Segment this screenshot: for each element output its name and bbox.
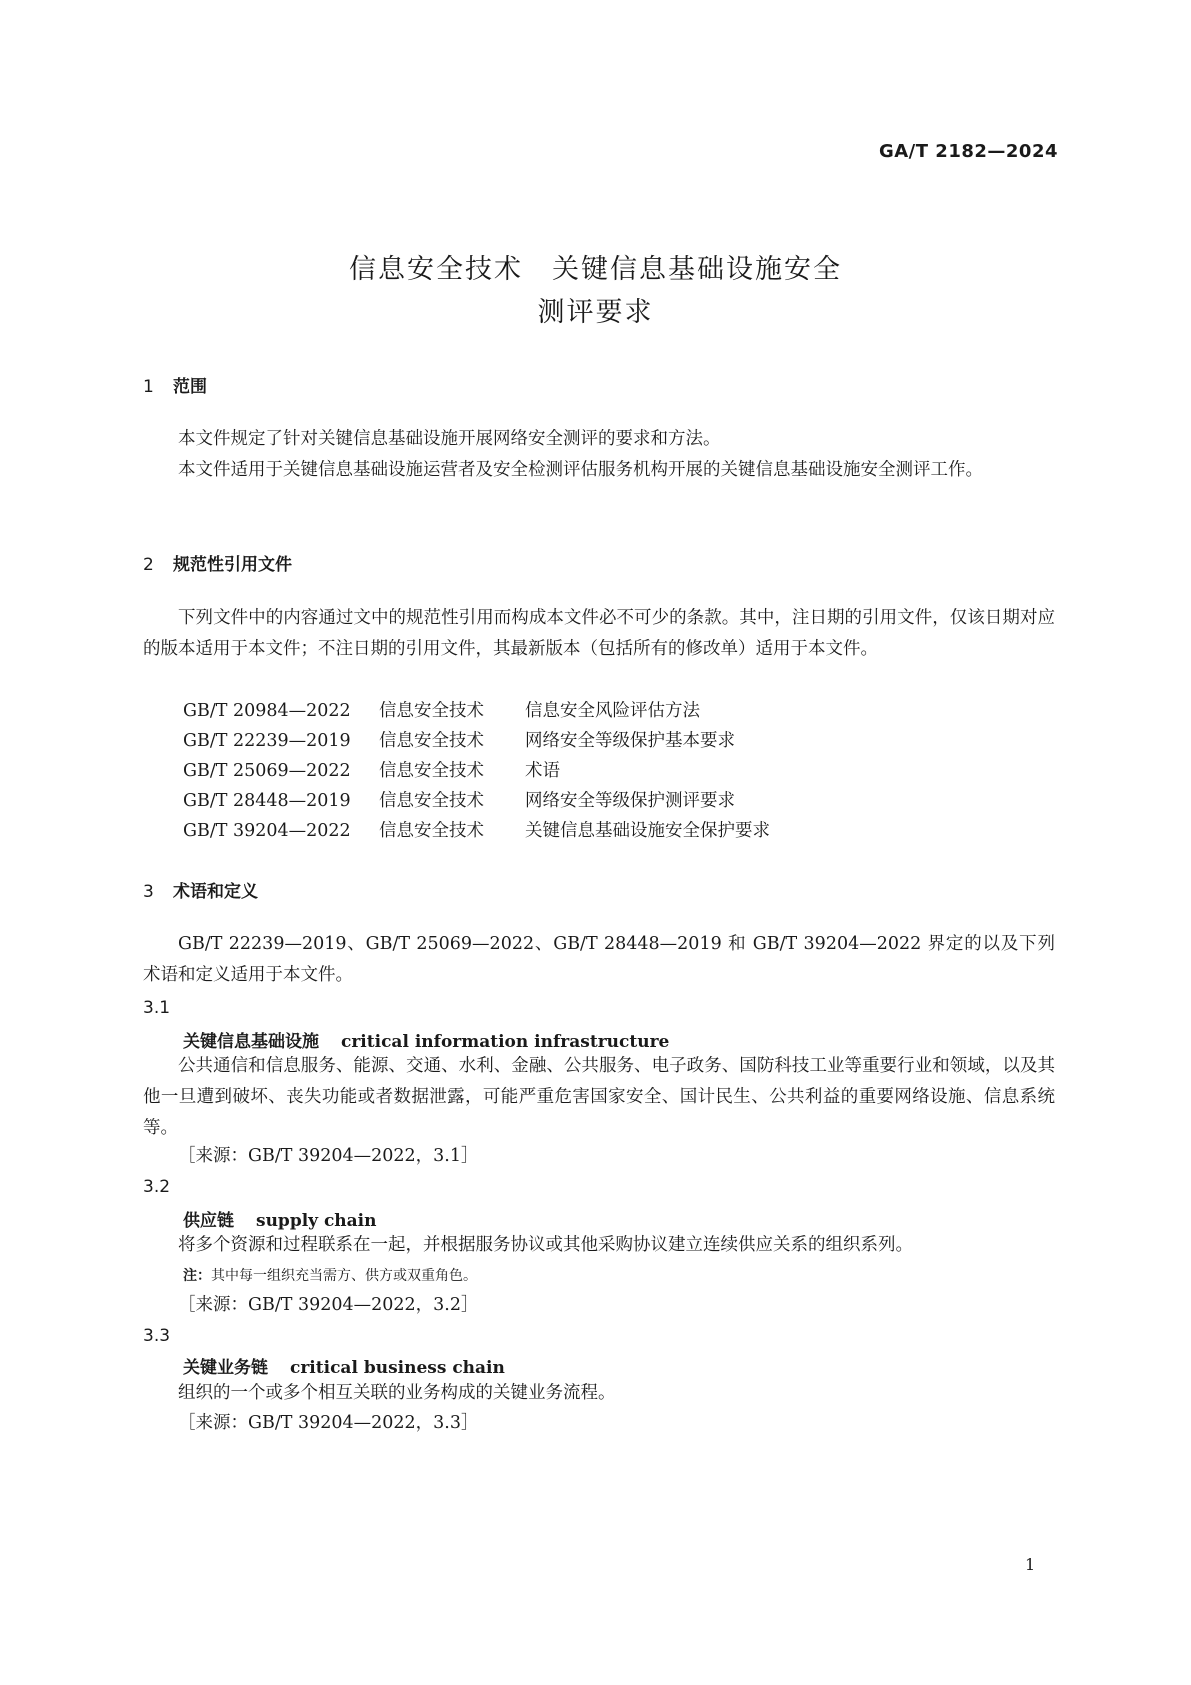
reference-title: 网络安全等级保护基本要求 — [525, 731, 735, 751]
term-definition: 将多个资源和过程联系在一起，并根据服务协议或其他采购协议建立连续供应关系的组织系列。 — [178, 1235, 913, 1255]
section-number: 3 — [143, 882, 154, 902]
reference-category: 信息安全技术 — [379, 731, 484, 751]
term-source: ［来源：GB/T 39204—2022，3.1］ — [178, 1146, 479, 1166]
section-title: 范围 — [173, 377, 207, 397]
reference-code: GB/T 28448—2019 — [183, 791, 351, 811]
term-source: ［来源：GB/T 39204—2022，3.2］ — [178, 1295, 479, 1315]
paragraph: 下列文件中的内容通过文中的规范性引用而构成本文件必不可少的条款。其中，注日期的引用文件，仅该日期对应的版本适用于本文件；不注日期的引用文件，其最新版本（包括所有的修改单）适用于本文件。 — [143, 608, 1055, 659]
reference-category: 信息安全技术 — [379, 821, 484, 841]
page-number: 1 — [1025, 1555, 1036, 1574]
section-number: 2 — [143, 555, 154, 575]
term-chinese: 供应链 — [183, 1211, 234, 1231]
term-number: 3.1 — [143, 998, 171, 1018]
reference-code: GB/T 39204—2022 — [183, 821, 351, 841]
term-title — [183, 1206, 377, 1231]
reference-code: GB/T 22239—2019 — [183, 731, 351, 751]
reference-code: GB/T 20984—2022 — [183, 701, 351, 721]
section-heading-normative-references — [143, 550, 292, 575]
section-title: 术语和定义 — [173, 882, 258, 902]
reference-title: 术语 — [525, 761, 560, 781]
reference-item — [183, 787, 735, 812]
term-english: critical business chain — [290, 1358, 505, 1378]
reference-code: GB/T 25069—2022 — [183, 761, 351, 781]
term-definition: 公共通信和信息服务、能源、交通、水利、金融、公共服务、电子政务、国防科技工业等重要行业和领域，以及其他一旦遭到破坏、丧失功能或者数据泄露，可能严重危害国家安全、国计民生、公共利益的重要网络设施、信息系统等。 — [143, 1056, 1055, 1138]
paragraph: 本文件适用于关键信息基础设施运营者及安全检测评估服务机构开展的关键信息基础设施安全测评工作。 — [178, 460, 983, 480]
term-number: 3.2 — [143, 1177, 171, 1197]
term-number: 3.3 — [143, 1326, 171, 1346]
reference-title: 关键信息基础设施安全保护要求 — [525, 821, 770, 841]
reference-title: 信息安全风险评估方法 — [525, 701, 700, 721]
reference-title: 网络安全等级保护测评要求 — [525, 791, 735, 811]
term-source: ［来源：GB/T 39204—2022，3.3］ — [178, 1413, 479, 1433]
term-note — [183, 1265, 477, 1285]
reference-category: 信息安全技术 — [379, 791, 484, 811]
note-label: 注： — [183, 1268, 211, 1284]
term-title — [183, 1027, 669, 1052]
document-title-line-2: 测评要求 — [537, 297, 654, 328]
paragraph: GB/T 22239—2019、GB/T 25069—2022、GB/T 28448—2019 和 GB/T 39204—2022 界定的以及下列术语和定义适用于本文件。 — [143, 934, 1055, 985]
term-english: supply chain — [256, 1211, 377, 1231]
reference-item — [183, 727, 735, 752]
reference-item — [183, 757, 560, 782]
section-heading-scope — [143, 372, 207, 397]
document-title-line-1: 信息安全技术 关键信息基础设施安全 — [349, 254, 842, 285]
term-english: critical information infrastructure — [341, 1032, 670, 1052]
term-chinese: 关键信息基础设施 — [183, 1032, 319, 1052]
reference-category: 信息安全技术 — [379, 701, 484, 721]
section-number: 1 — [143, 377, 154, 397]
note-text: 其中每一组织充当需方、供方或双重角色。 — [211, 1268, 477, 1284]
term-title — [183, 1353, 505, 1378]
section-heading-terms-and-definitions — [143, 877, 258, 902]
reference-item — [183, 817, 770, 842]
section-title: 规范性引用文件 — [173, 555, 292, 575]
term-definition: 组织的一个或多个相互关联的业务构成的关键业务流程。 — [178, 1383, 616, 1403]
reference-category: 信息安全技术 — [379, 761, 484, 781]
paragraph: 本文件规定了针对关键信息基础设施开展网络安全测评的要求和方法。 — [178, 429, 721, 449]
reference-item — [183, 697, 700, 722]
document-number: GA/T 2182—2024 — [878, 141, 1058, 162]
term-chinese: 关键业务链 — [183, 1358, 268, 1378]
